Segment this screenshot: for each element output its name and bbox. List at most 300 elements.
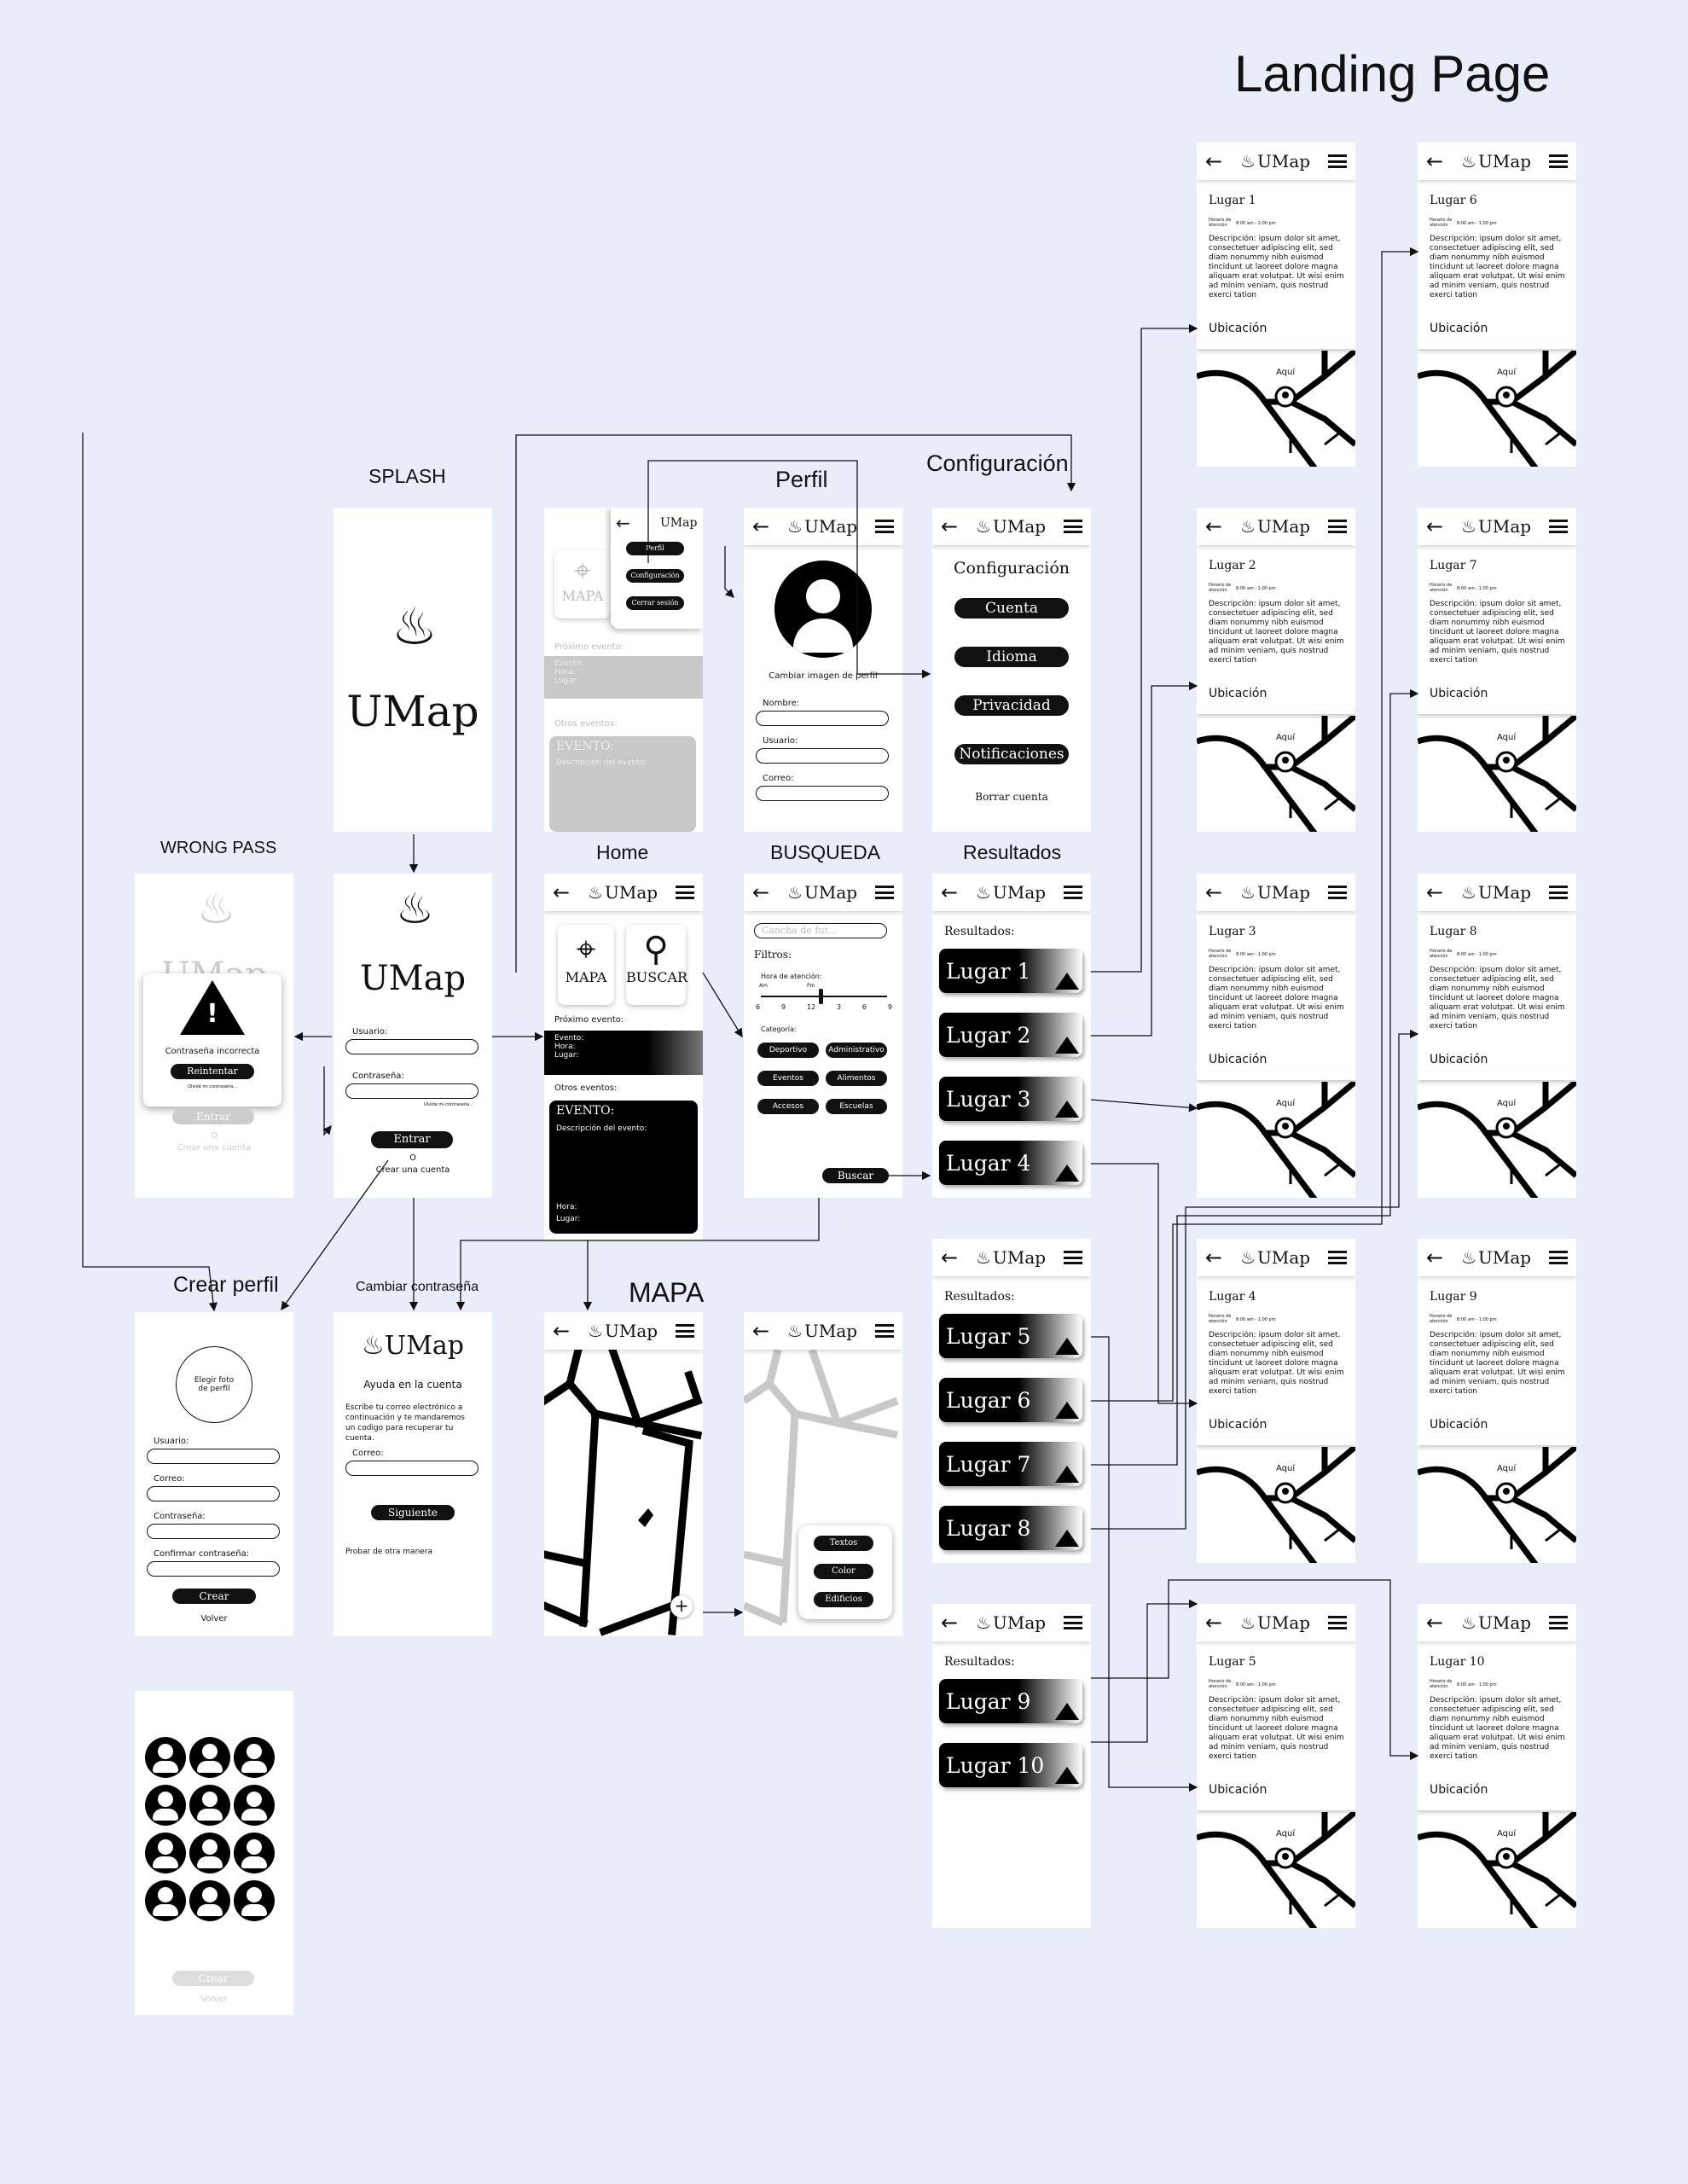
- top-bar: [1197, 508, 1355, 545]
- profile-avatar[interactable]: [774, 561, 872, 658]
- crear-usuario-label: Usuario:: [154, 1437, 189, 1446]
- result-lugar-2[interactable]: [939, 1013, 1082, 1057]
- aqui-label: Aquí: [1276, 733, 1296, 742]
- aqui-label: Aquí: [1276, 1464, 1296, 1473]
- top-brand: [976, 1247, 1046, 1268]
- label-mapa: MAPA: [629, 1277, 705, 1308]
- categoria-escuelas[interactable]: Escuelas: [826, 1099, 887, 1114]
- evento-desc: Descripción del evento:: [556, 1124, 647, 1133]
- login-olvido-link[interactable]: Olvide mi contraseña...: [423, 1102, 473, 1107]
- back-arrow-icon[interactable]: ←: [1426, 514, 1444, 538]
- brand-text: UMap: [992, 516, 1047, 537]
- perfil-nombre-label: Nombre:: [763, 699, 800, 708]
- brand-text: UMap: [992, 882, 1047, 903]
- avatar-option[interactable]: [189, 1737, 230, 1778]
- login-contrasena-label: Contraseña:: [352, 1072, 404, 1081]
- ubicacion-divider: [1197, 1802, 1355, 1810]
- horario-label: Horario de atención: [1430, 949, 1453, 959]
- hora-atencion-label: Hora de atención:: [761, 973, 822, 980]
- hamburger-menu-icon[interactable]: [676, 886, 694, 899]
- result-lugar-4[interactable]: [939, 1141, 1082, 1185]
- home-proximo-evento: Próximo evento:: [554, 1015, 624, 1025]
- brand-text: UMap: [1256, 516, 1311, 537]
- wrong-pass-screen: [135, 874, 293, 1198]
- result-lugar-6[interactable]: [939, 1378, 1082, 1422]
- umap-logo-icon: ♨: [1461, 1612, 1476, 1633]
- brand-text: UMap: [604, 1321, 658, 1341]
- umap-logo-icon: ♨: [1240, 882, 1256, 903]
- horario-label: Horario de atención: [1209, 1314, 1232, 1324]
- cambiar-correo-input[interactable]: [345, 1461, 479, 1476]
- top-bar: [544, 874, 703, 911]
- categoria-administrativo[interactable]: Administrativo: [826, 1043, 887, 1058]
- result-label: Lugar 3: [946, 1086, 1031, 1112]
- hamburger-menu-icon[interactable]: [1064, 1616, 1082, 1629]
- aqui-label: Aquí: [1276, 368, 1296, 377]
- tick-label: 6: [756, 1003, 761, 1011]
- back-arrow-icon[interactable]: ←: [1205, 1246, 1223, 1269]
- avatar-grid: [143, 1735, 288, 1926]
- tick-label: 6: [861, 1003, 867, 1011]
- avatar-option[interactable]: [234, 1880, 275, 1921]
- hamburger-menu-icon[interactable]: [1549, 886, 1568, 899]
- crear-contrasena-input[interactable]: [147, 1524, 280, 1539]
- home-mapa-label: MAPA: [565, 969, 607, 985]
- ubicacion-label: Ubicación: [1209, 1783, 1267, 1797]
- back-arrow-icon[interactable]: ←: [1205, 1611, 1223, 1635]
- ubicacion-divider: [1418, 1802, 1576, 1810]
- mountain-icon: [1055, 1530, 1079, 1547]
- avatar-option[interactable]: [234, 1785, 275, 1826]
- categoria-eventos[interactable]: Eventos: [757, 1071, 819, 1086]
- avatar-head: [806, 579, 840, 613]
- umap-logo-icon: ♨: [396, 884, 434, 933]
- categoria-label: Categoría:: [761, 1025, 797, 1033]
- top-bar: [1418, 1604, 1576, 1641]
- ubicacion-label: Ubicación: [1430, 322, 1488, 335]
- hora-ticks: [756, 1003, 892, 1011]
- top-bar: [1418, 874, 1576, 911]
- wrong-pass-o: O: [211, 1131, 218, 1141]
- horario-label: Horario de atención: [1209, 1679, 1232, 1689]
- lugar-name: Lugar 10: [1430, 1655, 1485, 1669]
- brand-text: UMap: [1256, 151, 1311, 171]
- cambiar-imagen-link[interactable]: Cambiar imagen de perfil: [769, 671, 878, 681]
- back-arrow-icon[interactable]: ←: [553, 880, 571, 904]
- idioma-button[interactable]: Idioma: [954, 647, 1069, 667]
- crear-contrasena-label: Contraseña:: [154, 1512, 206, 1521]
- umap-logo-icon: ♨: [588, 882, 603, 903]
- busqueda-screen: [744, 874, 902, 1198]
- resultados-screen-1: [932, 874, 1091, 1198]
- hora-slider-track[interactable]: [761, 996, 887, 997]
- perfil-nombre-input[interactable]: [756, 711, 889, 726]
- home-screen: [544, 874, 703, 1240]
- brand-text: UMap: [992, 1612, 1047, 1633]
- mountain-icon: [1055, 1767, 1079, 1784]
- result-lugar-10[interactable]: [939, 1743, 1082, 1787]
- mountain-icon: [1055, 973, 1079, 990]
- mountain-icon: [1055, 1165, 1079, 1182]
- categoria-alimentos[interactable]: Alimentos: [826, 1071, 887, 1086]
- top-bar: [932, 874, 1091, 911]
- top-brand: [1240, 516, 1310, 537]
- avatar-option[interactable]: [145, 1833, 186, 1873]
- hamburger-menu-icon[interactable]: [1549, 1251, 1568, 1264]
- ubicacion-divider: [1197, 340, 1355, 349]
- ubicacion-label: Ubicación: [1430, 1418, 1488, 1432]
- label-resultados: Resultados: [963, 841, 1062, 863]
- map-building: [638, 1508, 653, 1527]
- label-wrong-pass: WRONG PASS: [160, 839, 277, 857]
- back-arrow-icon[interactable]: ←: [1426, 1246, 1444, 1269]
- lugar-detail-screen: [1197, 1239, 1355, 1563]
- horario-value: 8:00 am - 1:00 pm: [1236, 221, 1276, 226]
- avatar-option[interactable]: [234, 1737, 275, 1778]
- umap-logo-icon: ♨: [362, 1331, 385, 1361]
- elegir-foto-button[interactable]: [176, 1346, 252, 1423]
- umap-logo-icon: ♨: [1240, 1612, 1256, 1633]
- horario-value: 8:00 am - 1:00 pm: [1457, 586, 1497, 591]
- mountain-icon: [1055, 1338, 1079, 1355]
- back-arrow-icon[interactable]: ←: [553, 1319, 571, 1343]
- horario-value: 8:00 am - 1:00 pm: [1236, 1682, 1276, 1687]
- top-bar: [932, 508, 1091, 545]
- top-bar: [1197, 1239, 1355, 1276]
- ubicacion-divider: [1418, 1072, 1576, 1080]
- faded-evento-line: Evento:: [554, 659, 584, 668]
- hamburger-menu-icon[interactable]: [875, 520, 894, 533]
- categoria-accesos[interactable]: Accesos: [757, 1099, 819, 1114]
- umap-logo-icon: ♨: [976, 882, 991, 903]
- label-configuracion: Configuración: [926, 450, 1069, 476]
- mountain-icon: [1055, 1703, 1079, 1720]
- back-arrow-icon[interactable]: ←: [752, 514, 770, 538]
- top-brand: [1461, 516, 1531, 537]
- lugar-descripcion: Descripción: ipsum dolor sit amet, consectetuer adipiscing elit, sed diam nonummy nibh euismod tincidunt ut laoreet dolore magna aliquam erat volutpat. Ut wisi enim ad minim veniam, quis nostrud exerci tation: [1430, 1331, 1565, 1396]
- ubicacion-divider: [1197, 1072, 1355, 1080]
- notificaciones-button[interactable]: Notificaciones: [954, 744, 1069, 764]
- mapa-add-button[interactable]: +: [670, 1595, 693, 1618]
- avatar-crear-button: Crear: [172, 1971, 254, 1986]
- aqui-label: Aquí: [1276, 1099, 1296, 1108]
- back-arrow-icon[interactable]: ←: [1426, 1611, 1444, 1635]
- lugar-name: Lugar 6: [1430, 194, 1477, 207]
- cuenta-button[interactable]: Cuenta: [954, 598, 1069, 619]
- brand-text: UMap: [1477, 151, 1532, 171]
- hamburger-menu-icon[interactable]: [1064, 520, 1082, 533]
- top-bar: [544, 1312, 703, 1350]
- top-bar: [932, 1239, 1091, 1276]
- volver-link[interactable]: Volver: [200, 1614, 228, 1623]
- horario-label: Horario de atención: [1209, 218, 1232, 228]
- back-arrow-icon[interactable]: ←: [941, 514, 959, 538]
- top-brand: [976, 882, 1046, 903]
- umap-logo-icon: ♨: [588, 1321, 603, 1341]
- faded-map-tile: [554, 550, 611, 619]
- horario-value: 8:00 am - 1:00 pm: [1457, 221, 1497, 226]
- login-usuario-input[interactable]: [345, 1039, 479, 1054]
- resultados-screen-3: [932, 1604, 1091, 1928]
- perfil-correo-label: Correo:: [763, 774, 794, 783]
- cambiar-brand: [334, 1331, 492, 1361]
- top-brand: [588, 1321, 658, 1341]
- faded-evento-title: EVENTO:: [556, 740, 615, 753]
- horario-label: Horario de atención: [1209, 583, 1232, 593]
- back-arrow-icon[interactable]: ←: [752, 880, 770, 904]
- categoria-deportivo[interactable]: Deportivo: [757, 1043, 819, 1058]
- result-lugar-3[interactable]: [939, 1077, 1082, 1121]
- label-home: Home: [596, 841, 649, 863]
- mountain-icon: [1055, 1466, 1079, 1483]
- label-perfil: Perfil: [775, 467, 828, 492]
- horario-label: Horario de atención: [1430, 1679, 1453, 1689]
- ubicacion-divider: [1418, 340, 1576, 349]
- back-arrow-icon[interactable]: ←: [1426, 880, 1444, 904]
- hamburger-menu-icon[interactable]: [1549, 1616, 1568, 1629]
- back-arrow-icon[interactable]: ←: [1205, 149, 1223, 173]
- ubicacion-divider: [1197, 1437, 1355, 1445]
- hamburger-menu-icon[interactable]: [1328, 886, 1347, 899]
- lugar-descripcion: Descripción: ipsum dolor sit amet, consectetuer adipiscing elit, sed diam nonummy nibh euismod tincidunt ut laoreet dolore magna aliquam erat volutpat. Ut wisi enim ad minim veniam, quis nostrud exerci tation: [1209, 1331, 1344, 1396]
- ubicacion-label: Ubicación: [1430, 1783, 1488, 1797]
- hora-line: Hora:: [554, 1043, 576, 1051]
- home-evento-big[interactable]: [549, 1101, 698, 1234]
- top-brand: [588, 882, 658, 903]
- configuracion-screen: [932, 508, 1091, 832]
- campus-map[interactable]: [544, 1350, 703, 1636]
- evento-lugar: Lugar:: [556, 1215, 581, 1223]
- top-brand: [976, 516, 1046, 537]
- tick-label: 9: [780, 1003, 786, 1011]
- crear-usuario-input[interactable]: [147, 1449, 280, 1464]
- filter-edificios-button[interactable]: Edificios: [814, 1592, 873, 1607]
- evento-line: Evento:: [554, 1034, 584, 1043]
- mapa-screen-2: [744, 1312, 902, 1636]
- result-lugar-1[interactable]: [939, 949, 1082, 993]
- warning-exclamation: !: [206, 999, 218, 1029]
- buscar-button[interactable]: Buscar: [822, 1168, 889, 1183]
- home-buscar-tile[interactable]: [626, 925, 686, 1005]
- filter-color-button[interactable]: Color: [814, 1564, 873, 1579]
- home-otros-eventos: Otros eventos:: [554, 1083, 618, 1093]
- back-arrow-icon[interactable]: ←: [941, 880, 959, 904]
- top-brand: [1461, 151, 1531, 171]
- login-o: O: [409, 1153, 416, 1163]
- result-lugar-9[interactable]: [939, 1679, 1082, 1723]
- perfil-correo-input[interactable]: [756, 786, 889, 801]
- borrar-cuenta-link[interactable]: Borrar cuenta: [975, 791, 1048, 803]
- brand-text: UMap: [803, 1321, 858, 1341]
- brand-text: UMap: [803, 516, 858, 537]
- back-arrow-icon[interactable]: ←: [1205, 880, 1223, 904]
- hamburger-menu-icon[interactable]: [1064, 886, 1082, 899]
- umap-logo-icon: ♨: [1240, 151, 1256, 171]
- result-label: Lugar 8: [946, 1515, 1031, 1541]
- hamburger-menu-icon[interactable]: [1549, 520, 1568, 533]
- label-splash: SPLASH: [368, 465, 446, 487]
- hamburger-menu-icon[interactable]: [1064, 1251, 1082, 1264]
- hamburger-menu-icon[interactable]: [1549, 154, 1568, 168]
- mountain-icon: [1055, 1037, 1079, 1054]
- top-bar: [1418, 508, 1576, 545]
- home-menu-screen: [544, 508, 703, 832]
- umap-logo-icon: ♨: [1240, 1247, 1256, 1268]
- top-bar: [1197, 874, 1355, 911]
- map-pin-icon: ⌖: [576, 930, 596, 969]
- avatar-picker-screen: [135, 1691, 293, 2015]
- faded-evento-big: [549, 736, 696, 832]
- umap-logo-icon: ♨: [1461, 882, 1476, 903]
- crear-button[interactable]: Crear: [172, 1589, 256, 1604]
- result-label: Lugar 10: [946, 1752, 1045, 1778]
- faded-proximo-evento: Próximo evento:: [554, 642, 624, 652]
- hamburger-menu-icon[interactable]: [875, 1324, 894, 1338]
- busqueda-search-input[interactable]: Cancha de fut...: [754, 923, 887, 938]
- lugar-descripcion: Descripción: ipsum dolor sit amet, consectetuer adipiscing elit, sed diam nonummy nibh euismod tincidunt ut laoreet dolore magna aliquam erat volutpat. Ut wisi enim ad minim veniam, quis nostrud exerci tation: [1209, 966, 1344, 1031]
- top-bar: [1418, 142, 1576, 180]
- hamburger-menu-icon[interactable]: [1328, 154, 1347, 168]
- avatar-option[interactable]: [145, 1785, 186, 1826]
- back-arrow-icon[interactable]: ←: [941, 1611, 959, 1635]
- login-screen: [334, 874, 492, 1198]
- umap-logo-icon: ♨: [1461, 151, 1476, 171]
- top-bar: [932, 1604, 1091, 1641]
- lugar-descripcion: Descripción: ipsum dolor sit amet, consectetuer adipiscing elit, sed diam nonummy nibh euismod tincidunt ut laoreet dolore magna aliquam erat volutpat. Ut wisi enim ad minim veniam, quis nostrud exerci tation: [1209, 1696, 1344, 1761]
- elegir-foto-label: Elegir foto de perfil: [194, 1376, 235, 1393]
- avatar-body: [793, 619, 853, 653]
- top-bar: [744, 874, 902, 911]
- brand-text: UMap: [604, 882, 658, 903]
- lugar-detail-screen: [1197, 1604, 1355, 1928]
- aqui-label: Aquí: [1276, 1829, 1296, 1838]
- home-evento-card[interactable]: [544, 1031, 703, 1075]
- faded-evento-desc: Descripción del evento:: [556, 758, 647, 767]
- cambiar-contrasena-screen: [334, 1312, 492, 1636]
- aqui-label: Aquí: [1497, 1464, 1517, 1473]
- horario-value: 8:00 am - 1:00 pm: [1236, 586, 1276, 591]
- ayuda-title: Ayuda en la cuenta: [363, 1379, 462, 1391]
- menu-cerrar-sesion-button[interactable]: Cerrar sesión: [626, 596, 684, 610]
- resultados-label: Resultados:: [944, 925, 1015, 938]
- reintentar-button[interactable]: Reintentar: [171, 1064, 254, 1079]
- avatar-option[interactable]: [145, 1880, 186, 1921]
- mapa-filter-panel: [798, 1525, 892, 1619]
- login-entrar-button[interactable]: Entrar: [371, 1131, 453, 1148]
- lugar-descripcion: Descripción: ipsum dolor sit amet, consectetuer adipiscing elit, sed diam nonummy nibh euismod tincidunt ut laoreet dolore magna aliquam erat volutpat. Ut wisi enim ad minim veniam, quis nostrud exerci tation: [1209, 600, 1344, 665]
- result-lugar-8[interactable]: [939, 1506, 1082, 1550]
- result-label: Lugar 9: [946, 1688, 1031, 1714]
- avatar-option[interactable]: [189, 1880, 230, 1921]
- top-bar: [744, 508, 902, 545]
- avatar-option[interactable]: [145, 1737, 186, 1778]
- brand-text: UMap: [1256, 1612, 1311, 1633]
- menu-configuracion-button[interactable]: Configuración: [626, 569, 684, 583]
- side-menu-brand: UMap: [660, 516, 698, 530]
- home-mapa-tile[interactable]: [558, 925, 614, 1005]
- crear-confirmar-input[interactable]: [147, 1561, 280, 1577]
- hamburger-menu-icon[interactable]: [1328, 1616, 1347, 1629]
- faded-hora-line: Hora:: [554, 668, 576, 677]
- crear-perfil-screen: [135, 1312, 293, 1636]
- hamburger-menu-icon[interactable]: [676, 1324, 694, 1338]
- top-bar: [744, 1312, 902, 1350]
- cambiar-correo-label: Correo:: [352, 1449, 384, 1458]
- privacidad-button[interactable]: Privacidad: [954, 695, 1069, 716]
- result-lugar-5[interactable]: [939, 1314, 1082, 1358]
- back-arrow-icon[interactable]: ←: [616, 513, 630, 533]
- top-brand: [1461, 1247, 1531, 1268]
- horario-value: 8:00 am - 1:00 pm: [1236, 1317, 1276, 1322]
- login-crear-cuenta-link[interactable]: Crear una cuenta: [375, 1165, 450, 1175]
- lugar-name: Lugar 1: [1209, 194, 1256, 207]
- lugar-detail-screen: [1197, 142, 1355, 467]
- lugar-name: Lugar 3: [1209, 925, 1256, 938]
- top-brand: [976, 1612, 1046, 1633]
- back-arrow-icon[interactable]: ←: [1205, 514, 1223, 538]
- ubicacion-label: Ubicación: [1209, 1053, 1267, 1066]
- top-brand: [787, 516, 857, 537]
- umap-logo-icon: ♨: [1240, 516, 1256, 537]
- label-cambiar-contrasena: Cambiar contraseña: [356, 1280, 479, 1294]
- result-lugar-7[interactable]: [939, 1442, 1082, 1486]
- menu-perfil-button[interactable]: Perfil: [626, 542, 684, 555]
- resultados-label: Resultados:: [944, 1290, 1015, 1304]
- top-brand: [1240, 1247, 1310, 1268]
- top-bar: [1197, 1604, 1355, 1641]
- crear-correo-input[interactable]: [147, 1486, 280, 1502]
- hora-slider-handle[interactable]: [819, 989, 823, 1004]
- hamburger-menu-icon[interactable]: [1328, 1251, 1347, 1264]
- back-arrow-icon[interactable]: ←: [941, 1246, 959, 1269]
- lugar-detail-screen: [1418, 508, 1576, 832]
- hamburger-menu-icon[interactable]: [875, 886, 894, 899]
- hamburger-menu-icon[interactable]: [1328, 520, 1347, 533]
- horario-label: Horario de atención: [1430, 583, 1453, 593]
- faded-evento-card: [544, 656, 703, 699]
- lugar-descripcion: Descripción: ipsum dolor sit amet, consectetuer adipiscing elit, sed diam nonummy nibh euismod tincidunt ut laoreet dolore magna aliquam erat volutpat. Ut wisi enim ad minim veniam, quis nostrud exerci tation: [1430, 235, 1565, 299]
- wrong-pass-entrar-button: Entrar: [172, 1109, 254, 1124]
- lugar-detail-screen: [1197, 874, 1355, 1198]
- top-brand: [1240, 882, 1310, 903]
- brand-text: UMap: [1477, 516, 1532, 537]
- faded-lugar-line: Lugar:: [554, 677, 579, 685]
- siguiente-button[interactable]: Siguiente: [371, 1505, 455, 1520]
- avatar-option[interactable]: [189, 1785, 230, 1826]
- top-bar: [1418, 1239, 1576, 1276]
- top-brand: [787, 1321, 857, 1341]
- filter-textos-button[interactable]: Textos: [814, 1536, 873, 1551]
- perfil-usuario-input[interactable]: [756, 748, 889, 764]
- avatar-option[interactable]: [234, 1833, 275, 1873]
- brand-text: UMap: [1477, 1247, 1532, 1268]
- login-contrasena-input[interactable]: [345, 1083, 479, 1099]
- back-arrow-icon[interactable]: ←: [1426, 149, 1444, 173]
- pm-label: Pm: [807, 983, 815, 989]
- umap-logo-icon: ♨: [1461, 1247, 1476, 1268]
- back-arrow-icon[interactable]: ←: [752, 1319, 770, 1343]
- avatar-option[interactable]: [189, 1833, 230, 1873]
- lugar-descripcion: Descripción: ipsum dolor sit amet, consectetuer adipiscing elit, sed diam nonummy nibh euismod tincidunt ut laoreet dolore magna aliquam erat volutpat. Ut wisi enim ad minim veniam, quis nostrud exerci tation: [1430, 1696, 1565, 1761]
- crear-correo-label: Correo:: [154, 1474, 185, 1484]
- lugar-detail-screen: [1418, 1604, 1576, 1928]
- evento-hora: Hora:: [556, 1203, 577, 1211]
- wrong-pass-olvido-link[interactable]: Olvide mi contraseña...: [187, 1084, 238, 1089]
- lugar-descripcion: Descripción: ipsum dolor sit amet, consectetuer adipiscing elit, sed diam nonummy nibh euismod tincidunt ut laoreet dolore magna aliquam erat volutpat. Ut wisi enim ad minim veniam, quis nostrud exerci tation: [1430, 600, 1565, 665]
- umap-logo-icon: ♨: [787, 882, 803, 903]
- otra-manera-link[interactable]: Probar de otra manera: [345, 1548, 433, 1556]
- login-brand: UMap: [359, 959, 467, 998]
